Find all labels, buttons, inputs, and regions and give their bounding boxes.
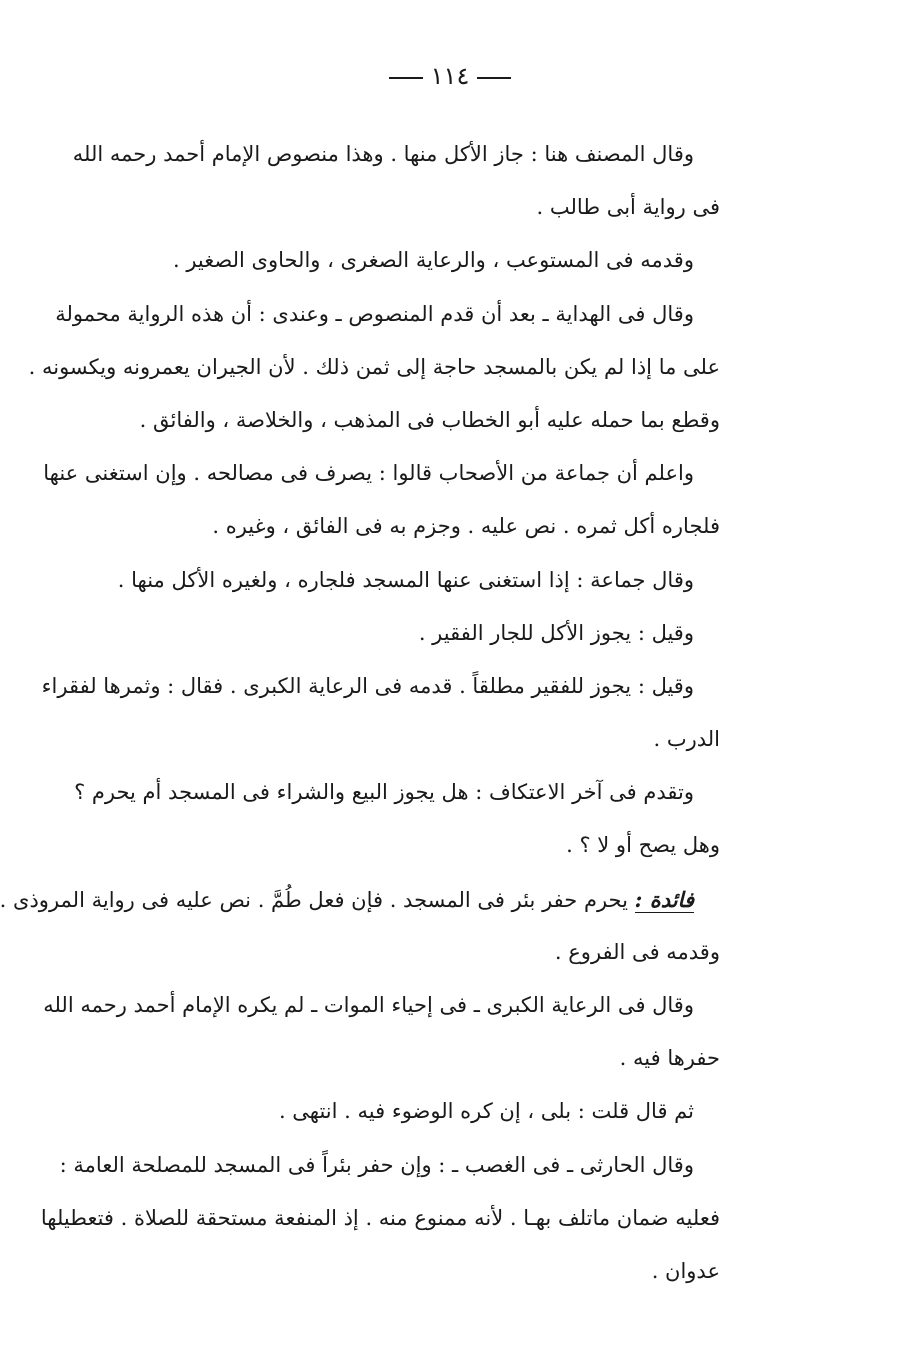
line-text: يحرم حفر بئر فى المسجد . فإن فعل طُمَّ . نص عليه فى رواية المروذى .	[0, 887, 628, 912]
text-line	[43, 447, 720, 500]
line-text: وقال فى الهداية ـ بعد أن قدم المنصوص ـ وعندى : أن هذه الرواية محمولة	[55, 301, 694, 326]
line-text: وقال فى الرعاية الكبرى ـ فى إحياء الموات ـ لم يكره الإمام أحمد رحمه الله	[43, 993, 694, 1017]
line-text: وتقدم فى آخر الاعتكاف : هل يجوز البيع والشراء فى المسجد أم يحرم ؟	[74, 780, 694, 805]
text-line	[96, 607, 720, 660]
line-text: فعليه ضمان ماتلف بهـا . لأنه ممنوع منه . إذ المنفعة مستحقة للصلاة . فتعطيلها	[40, 1205, 720, 1230]
text-line	[41, 660, 720, 713]
text-line	[72, 128, 720, 181]
header-dash-right	[477, 77, 511, 79]
lead-word: فائدة :	[634, 886, 694, 912]
text-line	[59, 1139, 720, 1192]
page-number: ١١٤	[430, 62, 470, 90]
line-text: فلجاره أكل ثمره . نص عليه . وجزم به فى الفائق ، وغيره .	[212, 514, 720, 539]
text-line	[40, 1192, 720, 1245]
text-line	[0, 873, 720, 926]
line-text: وقال جماعة : إذا استغنى عنها المسجد فلجاره ، ولغيره الأكل منها .	[117, 567, 694, 592]
line-text: وهل يصح أو لا ؟ .	[566, 833, 720, 858]
text-line	[96, 394, 720, 447]
text-line	[74, 766, 720, 819]
header-dash-left	[389, 77, 423, 79]
text-line	[43, 979, 720, 1032]
text-line	[96, 819, 720, 872]
line-text: وقال الحارثى ـ فى الغصب ـ : وإن حفر بئراً فى المسجد للمصلحة العامة :	[59, 1152, 694, 1177]
text-line	[96, 500, 720, 553]
page-header	[0, 62, 900, 90]
line-text: على ما إذا لم يكن بالمسجد حاجة إلى ثمن ذلك . لأن الجيران يعمرونه ويكسونه .	[28, 354, 720, 379]
line-text: وقطع بما حمله عليه أبو الخطاب فى المذهب ، والخلاصة ، والفائق .	[139, 407, 720, 432]
text-line	[96, 1085, 720, 1138]
text-line	[55, 288, 720, 341]
line-text: وقيل : يجوز الأكل للجار الفقير .	[418, 620, 694, 645]
line-text: وقال المصنف هنا : جاز الأكل منها . وهذا منصوص الإمام أحمد رحمه الله	[72, 142, 694, 166]
text-line	[96, 1032, 720, 1085]
line-text: وقيل : يجوز للفقير مطلقاً . قدمه فى الرعاية الكبرى . فقال : وثمرها لفقراء	[41, 673, 694, 698]
line-text: واعلم أن جماعة من الأصحاب قالوا : يصرف فى مصالحه . وإن استغنى عنها	[43, 461, 694, 486]
text-line	[96, 713, 720, 766]
body-text	[0, 128, 720, 1298]
line-text: الدرب .	[653, 727, 720, 752]
text-line	[28, 341, 720, 394]
line-text: ثم قال قلت : بلى ، إن كره الوضوء فيه . انتهى .	[278, 1099, 694, 1124]
line-text: فى رواية أبى طالب .	[536, 195, 720, 220]
text-line	[96, 181, 720, 234]
text-line	[96, 554, 720, 607]
text-line	[96, 926, 720, 979]
text-line	[96, 234, 720, 287]
text-line	[96, 1245, 720, 1298]
line-text: حفرها فيه .	[619, 1046, 720, 1071]
line-text: وقدمه فى الفروع .	[554, 939, 720, 964]
line-text: وقدمه فى المستوعب ، والرعاية الصغرى ، والحاوى الصغير .	[172, 248, 694, 273]
line-text: عدوان .	[651, 1258, 720, 1283]
